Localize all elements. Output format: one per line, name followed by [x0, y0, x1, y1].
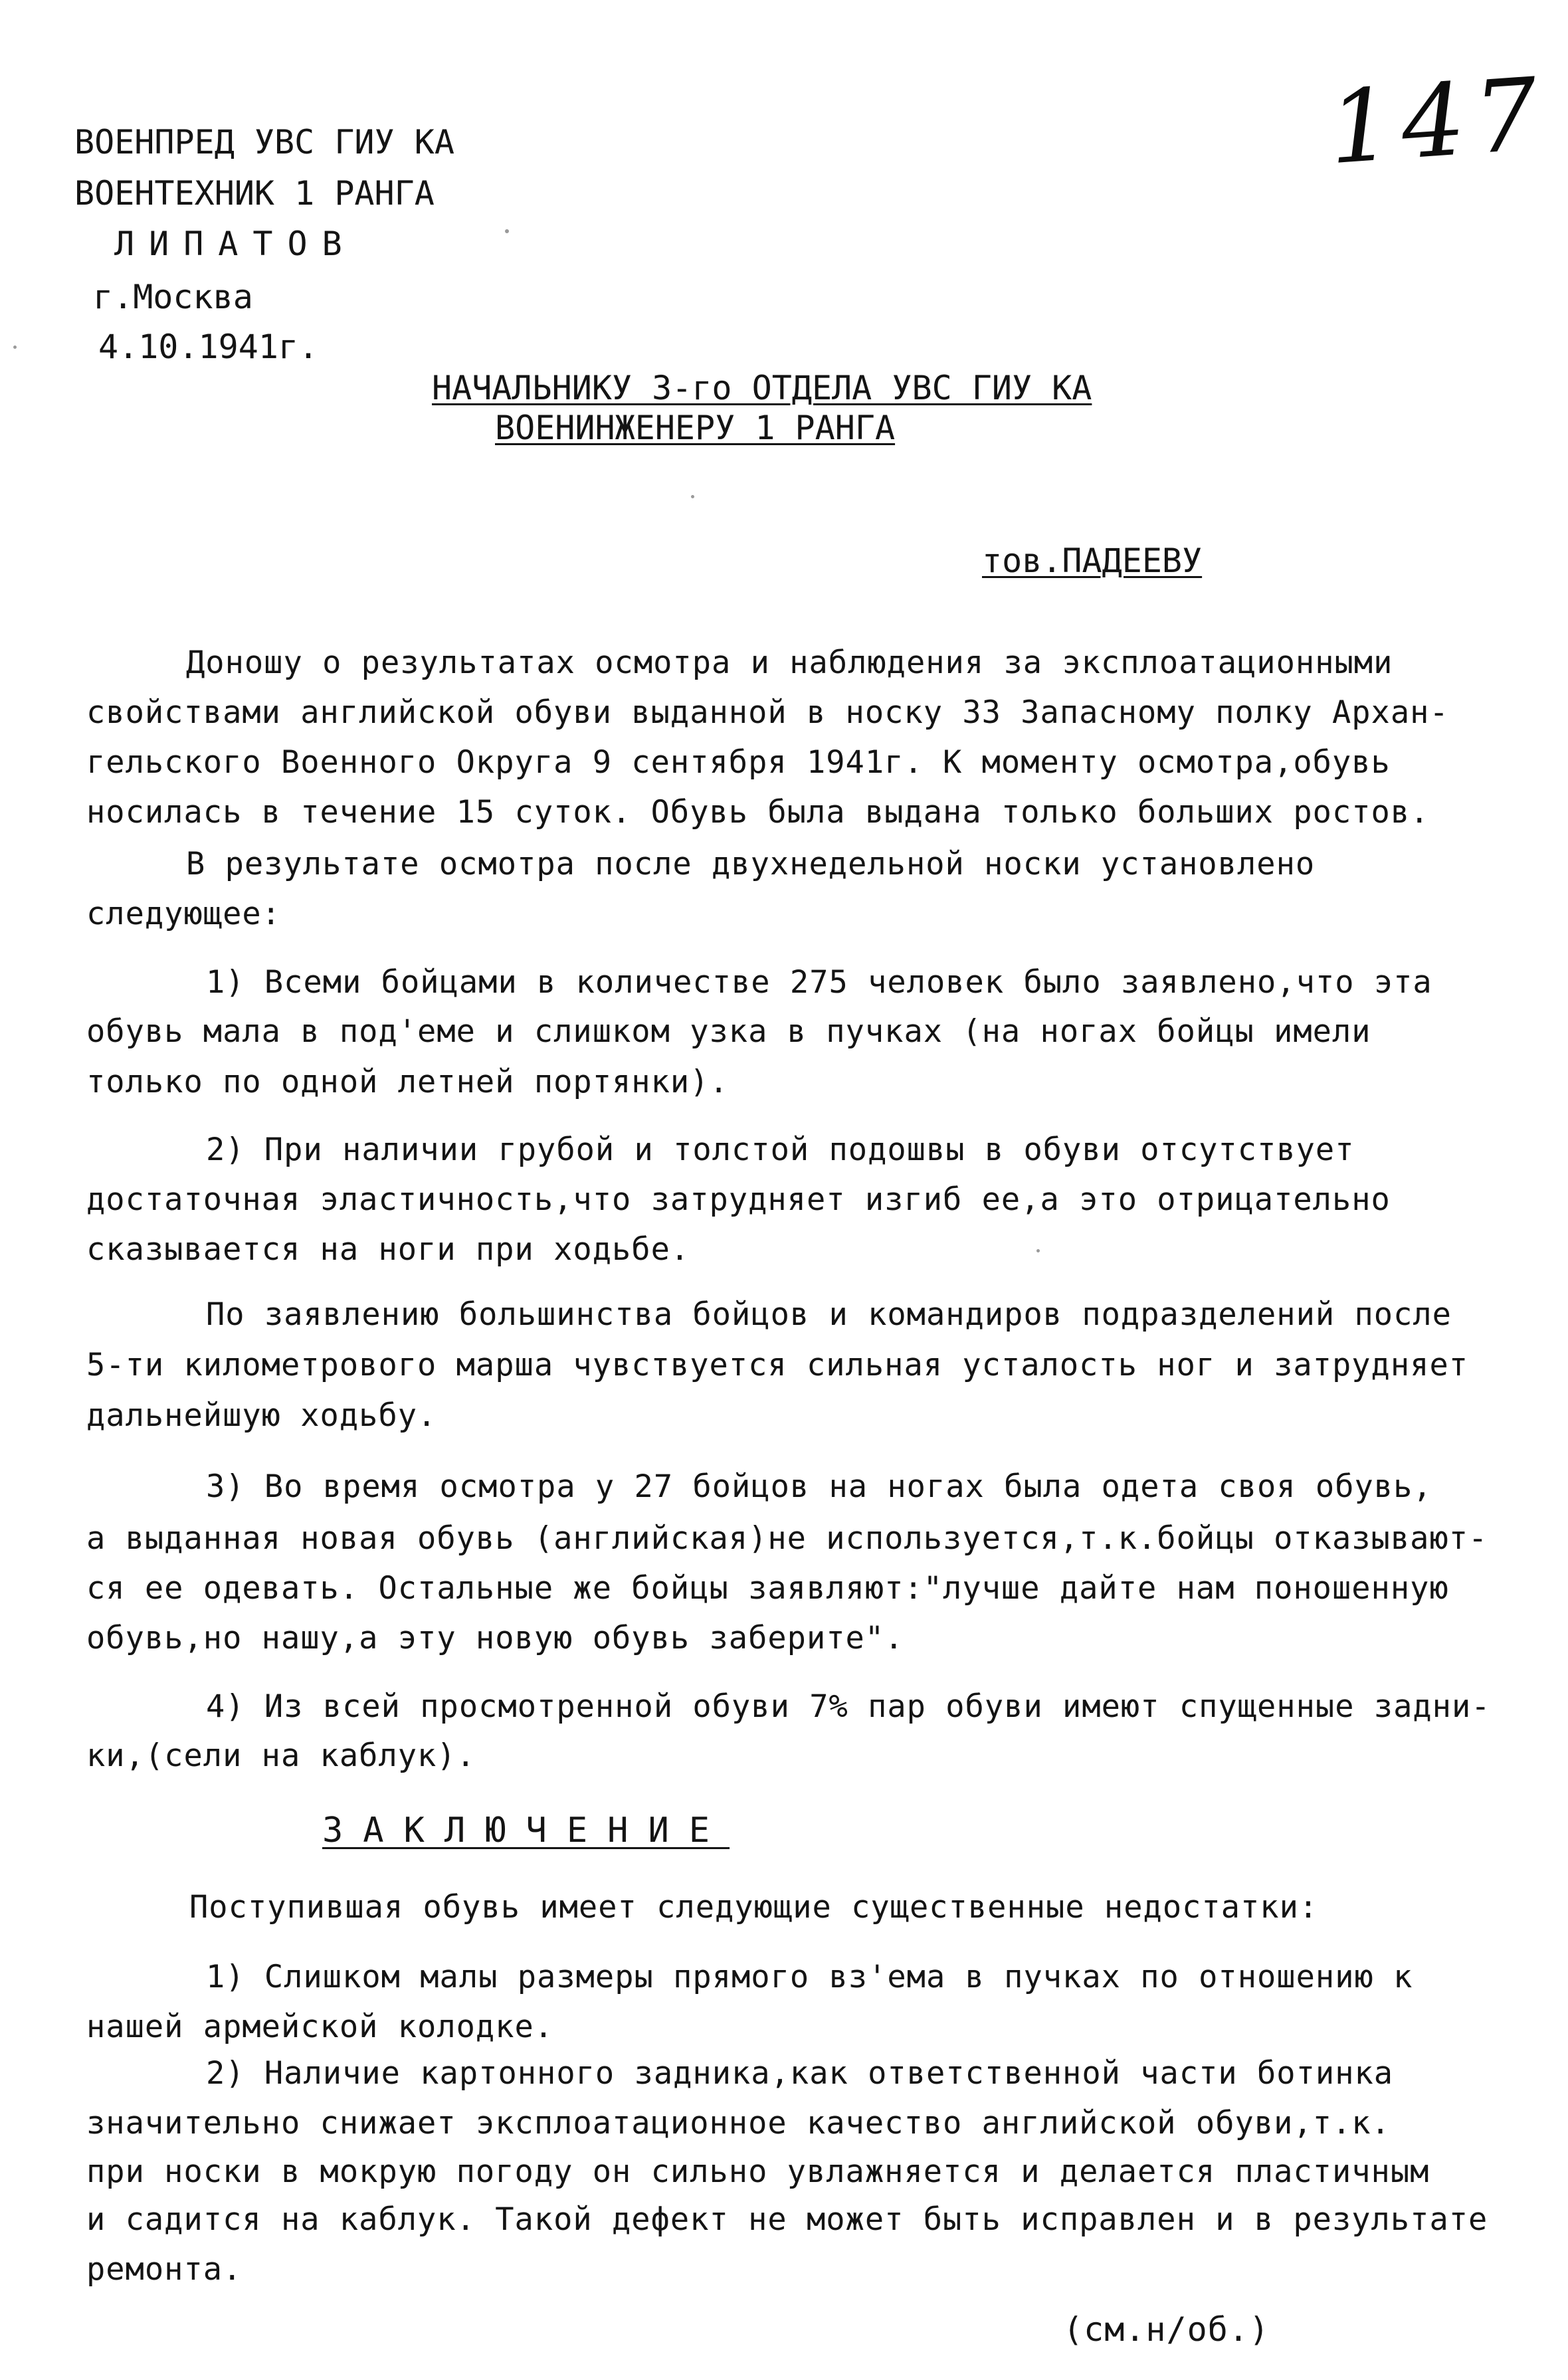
addressee-department: НАЧАЛЬНИКУ 3-го ОТДЕЛА УВС ГИУ КА [432, 369, 1092, 407]
addressee-rank: ВОЕНИНЖЕНЕРУ 1 РАНГА [495, 409, 896, 447]
conclusion-heading: ЗАКЛЮЧЕНИЕ [322, 1811, 730, 1850]
conclusion-line: при носки в мокрую погоду он сильно увлажняется и делается пластичным [86, 2153, 1430, 2190]
body-line: 3) Во время осмотра у 27 бойцов на ногах была одета своя обувь, [206, 1468, 1432, 1505]
conclusion-line: и садится на каблук. Такой дефект не может быть исправлен и в результате [86, 2201, 1488, 2238]
body-line: ки,(сели на каблук). [86, 1737, 476, 1774]
body-line: только по одной летней портянки). [86, 1064, 729, 1100]
scan-speck [13, 346, 17, 349]
body-line: 1) Всеми бойцами в количестве 275 человек было заявлено,что эта [206, 964, 1432, 1001]
handwritten-page-number: 147 [1325, 56, 1551, 187]
conclusion-line: нашей армейской колодке. [86, 2009, 554, 2045]
conclusion-line: ремонта. [86, 2251, 243, 2288]
scan-speck [1036, 1249, 1040, 1252]
body-line: обувь мала в под'еме и слишком узка в пучках (на ногах бойцы имели [86, 1013, 1371, 1050]
conclusion-line: Поступившая обувь имеет следующие существенные недостатки: [189, 1889, 1319, 1926]
body-line: достаточная эластичность,что затрудняет изгиб ее,а это отрицательно [86, 1181, 1391, 1218]
body-line: свойствами английской обуви выданной в носку 33 Запасному полку Архан- [86, 694, 1449, 731]
scan-speck [505, 229, 509, 233]
body-line: обувь,но нашу,а эту новую обувь заберите". [86, 1620, 904, 1656]
body-line: а выданная новая обувь (английская)не используется,т.к.бойцы отказывают- [86, 1520, 1488, 1557]
conclusion-line: значительно снижает эксплоатационное качество английской обуви,т.к. [86, 2105, 1391, 2141]
conclusion-line: 2) Наличие картонного задника,как ответственной части ботинка [206, 2055, 1394, 2092]
body-line: 2) При наличии грубой и толстой подошвы в обуви отсутствует [206, 1132, 1355, 1168]
body-line: дальнейшую ходьбу. [86, 1397, 437, 1434]
body-line: следующее: [86, 896, 281, 932]
scan-speck [691, 495, 694, 498]
sender-name: ЛИПАТОВ [114, 225, 357, 263]
body-line: 4) Из всей просмотренной обуви 7% пар обуви имеют спущенные задни- [206, 1688, 1491, 1725]
body-line: В результате осмотра после двухнедельной носки установлено [186, 846, 1316, 882]
sender-rank: ВОЕНТЕХНИК 1 РАНГА [74, 174, 435, 213]
body-line: 5-ти километрового марша чувствуется сильная усталость ног и затрудняет [86, 1347, 1469, 1383]
turn-page-note: (см.н/об.) [1063, 2310, 1270, 2349]
conclusion-line: 1) Слишком малы размеры прямого вз'ема в пучках по отношению к [206, 1959, 1413, 1995]
body-line: носилась в течение 15 суток. Обувь была выдана только больших ростов. [86, 794, 1430, 831]
sender-title: ВОЕНПРЕД УВС ГИУ КА [74, 123, 454, 161]
body-line: гельского Военного Округа 9 сентября 1941г. К моменту осмотра,обувь [86, 744, 1391, 781]
body-line: ся ее одевать. Остальные же бойцы заявляют:"лучше дайте нам поношенную [86, 1570, 1449, 1607]
body-line: По заявлению большинства бойцов и командиров подразделений после [206, 1296, 1452, 1333]
sender-city: г.Москва [93, 278, 253, 316]
body-line: Доношу о результатах осмотра и наблюдения за эксплоатационными [186, 645, 1393, 681]
addressee-name: тов.ПАДЕЕВУ [982, 542, 1203, 580]
body-line: сказывается на ноги при ходьбе. [86, 1231, 690, 1268]
document-date: 4.10.1941г. [98, 328, 319, 366]
